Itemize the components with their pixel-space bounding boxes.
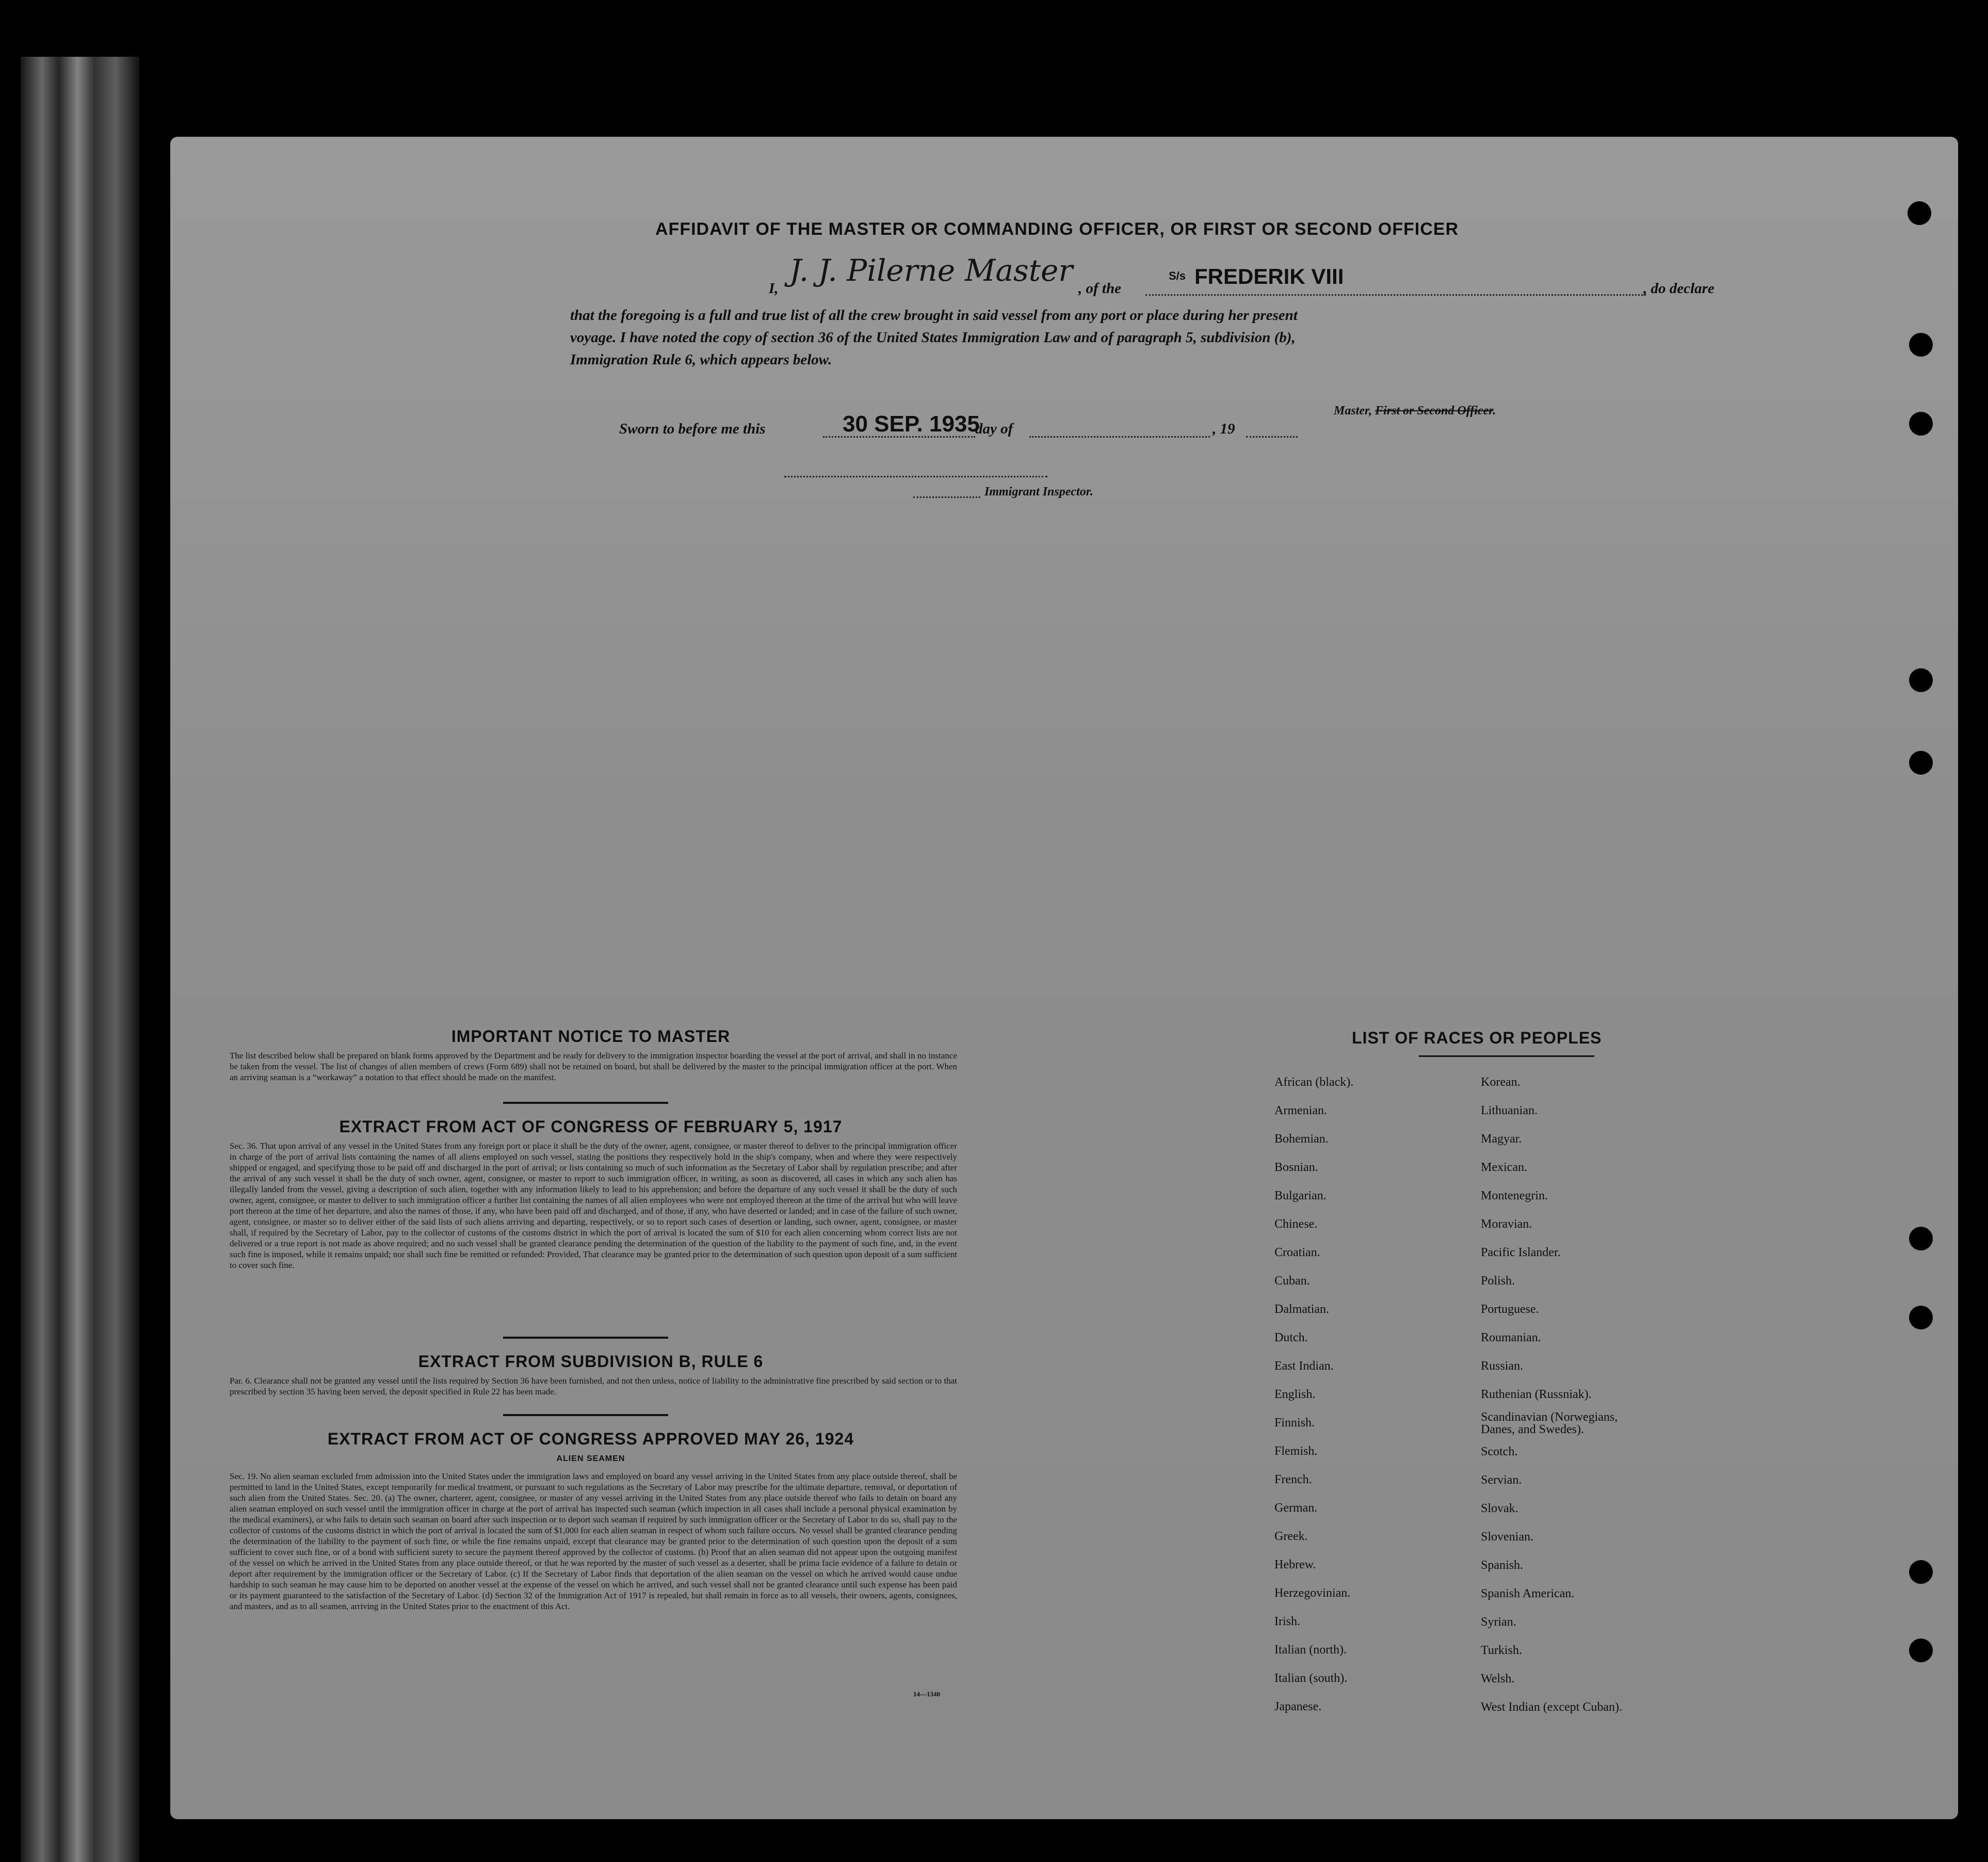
race-item: Greek. bbox=[1274, 1530, 1308, 1543]
form-number: 14—1340 bbox=[913, 1690, 940, 1698]
day-of-label: day of bbox=[975, 421, 1013, 437]
race-item: Italian (south). bbox=[1274, 1672, 1348, 1685]
race-item: Welsh. bbox=[1481, 1672, 1515, 1686]
race-item: Bulgarian. bbox=[1274, 1189, 1327, 1202]
race-item: Magyar. bbox=[1481, 1132, 1522, 1146]
affidavit-i-label: I, bbox=[769, 280, 779, 297]
race-item: Syrian. bbox=[1481, 1615, 1516, 1629]
punch-hole bbox=[1909, 1227, 1933, 1250]
extract-1917-body: Sec. 36. That upon arrival of any vessel in the United States from any foreign port or place it shall be the duty of the owner, agent, consignee, or master thereof to deliver to the principal immigration officer in charge of the port of arrival lists containing the names of all aliens employed on such vessel, stating the positions they respectively hold in the ship's company, when and where they were respectively shipped or engaged, and specifying those to be paid off and discharged in the port of arrival; or lists containing so much of such information as the Secretary of Labor shall by regulation prescribe; and after the arrival of any such vessel it shall be the duty of such owner, agent, consignee, or master to report to such immigration officer, in writing, as soon as discovered, all cases in which any such alien has illegally landed from the vessel, giving a description of such alien, together with any information likely to lead to his apprehension; and before the departure of any such vessel it shall be the duty of such owner, agent, consignee, or master to deliver to such immigration officer a further list containing the names of all alien employees who were not employed thereon at the time of the arrival but who will leave port thereon at the time of her departure, and also the names of those, if any, who have been paid off and discharged, and of those, if any, who have deserted or landed; and in case of the failure of such owner, agent, consignee, or master so to deliver either of the said lists of such aliens arriving and departing, respectively, or so to report such cases of desertion or landing, such owner, agent, consignee, or master shall, if required by the Secretary of Labor, pay to the collector of customs of the customs district in which the port of arrival is located the sum of $10 for each alien concerning whom correct lists are not delivered or a true report is not made as above required; and no such vessel shall be granted clearance pending the determination of the question of the liability to the payment of such fine, and, in the event such fine is imposed, while it remains unpaid; nor shall such fine be remitted or refunded: Provided, That clearance may be granted prior to the determination of such question upon deposit of a sum sufficient to cover such fine. bbox=[230, 1141, 958, 1270]
extract-rule6-rule bbox=[503, 1414, 668, 1416]
race-item: Finnish. bbox=[1274, 1416, 1315, 1430]
affidavit-line-3: voyage. I have noted the copy of section 36 of the United States Immigration Law and of paragraph 5, subdivision (b), bbox=[570, 329, 1296, 346]
extract-1924-heading: EXTRACT FROM ACT OF CONGRESS APPROVED MAY 26, 1924 bbox=[327, 1430, 854, 1448]
race-item: Dalmatian. bbox=[1274, 1303, 1329, 1316]
race-item: Japanese. bbox=[1274, 1700, 1322, 1713]
extract-rule6-heading: EXTRACT FROM SUBDIVISION B, RULE 6 bbox=[418, 1352, 764, 1371]
race-item: Spanish. bbox=[1481, 1559, 1524, 1572]
affidavit-title: AFFIDAVIT OF THE MASTER OR COMMANDING OFFICER, OR FIRST OR SECOND OFFICER bbox=[655, 219, 1459, 239]
master-designation bbox=[1334, 404, 1496, 418]
race-item: Italian (north). bbox=[1274, 1643, 1347, 1657]
punch-hole bbox=[1909, 1560, 1933, 1584]
race-item: French. bbox=[1274, 1473, 1312, 1486]
race-item: Korean. bbox=[1481, 1076, 1521, 1089]
race-item: Bohemian. bbox=[1274, 1132, 1329, 1146]
race-item: Spanish American. bbox=[1481, 1587, 1575, 1600]
binder-edge bbox=[21, 57, 139, 1862]
extract-rule6-body: Par. 6. Clearance shall not be granted any vessel until the lists required by Section 36 have been furnished, and not then unless, notice of liability to the administrative fine prescribed by said section or to that prescribed by section 35 having been served, the deposit specified in Rule 22 has been made. bbox=[230, 1376, 957, 1396]
race-item: Servian. bbox=[1481, 1473, 1522, 1487]
inspector-sign-line-1 bbox=[784, 476, 1047, 477]
notice-heading: IMPORTANT NOTICE TO MASTER bbox=[451, 1027, 731, 1046]
sworn-label: Sworn to before me this bbox=[619, 421, 766, 437]
punch-hole bbox=[1908, 201, 1931, 225]
alien-seamen-subheading: ALIEN SEAMEN bbox=[556, 1454, 625, 1463]
ship-name-field-line bbox=[1145, 294, 1646, 296]
punch-hole bbox=[1909, 751, 1933, 775]
race-item: Russian. bbox=[1481, 1359, 1524, 1373]
race-item: Polish. bbox=[1481, 1274, 1515, 1288]
affidavit-of-the: , of the bbox=[1078, 280, 1121, 297]
year-field-line bbox=[1246, 436, 1298, 438]
affidavit-do-declare: , do declare bbox=[1643, 280, 1715, 297]
extract-1917-rule bbox=[503, 1337, 668, 1339]
race-item: Montenegrin. bbox=[1481, 1189, 1548, 1202]
race-item: Turkish. bbox=[1481, 1644, 1522, 1657]
affidavit-line-2: that the foregoing is a full and true list of all the crew brought in said vessel from any port or place during her present bbox=[570, 307, 1298, 324]
race-item: Armenian. bbox=[1274, 1104, 1327, 1117]
inspector-sign-line-2 bbox=[913, 496, 980, 498]
race-item: Slovak. bbox=[1481, 1502, 1518, 1515]
race-item: Dutch. bbox=[1274, 1331, 1308, 1344]
race-item: Mexican. bbox=[1481, 1161, 1527, 1174]
race-item: Ruthenian (Russniak). bbox=[1481, 1388, 1592, 1401]
master-prefix: Master, bbox=[1334, 404, 1376, 418]
race-item: Scandinavian (Norwegians, Danes, and Swedes). bbox=[1481, 1410, 1618, 1436]
punch-hole bbox=[1909, 1639, 1933, 1662]
master-suffix: . bbox=[1493, 404, 1496, 418]
extract-1917-heading: EXTRACT FROM ACT OF CONGRESS OF FEBRUARY 5, 1917 bbox=[339, 1117, 843, 1136]
race-item: Scotch. bbox=[1481, 1445, 1518, 1458]
race-item: Irish. bbox=[1274, 1615, 1300, 1628]
inspector-label: Immigrant Inspector. bbox=[984, 485, 1093, 499]
race-item: Moravian. bbox=[1481, 1217, 1532, 1231]
ship-prefix-stamp: S/s bbox=[1169, 269, 1186, 282]
races-rule bbox=[1419, 1055, 1594, 1057]
race-item: German. bbox=[1274, 1501, 1318, 1515]
punch-hole bbox=[1909, 412, 1933, 436]
race-item: Bosnian. bbox=[1274, 1161, 1318, 1174]
race-item: East Indian. bbox=[1274, 1359, 1334, 1373]
extract-1924-body: Sec. 19. No alien seaman excluded from admission into the United States under the immigration laws and employed on board any vessel arriving in the United States from any place outside thereof, shall be permitted to land in the United States, except temporarily for medical treatment, or pursuant to such regulations as the Secretary of Labor may prescribe for the ultimate departure, removal, or deportation of such alien from the United States. Sec. 20. (a) The owner, charterer, agent, consignee, or master of any vessel arriving in the United States from any place outside thereof who fails to detain on board any alien seaman employed on such vessel until the immigration officer in charge at the port of arrival has inspected such seaman (which inspection in all cases shall include a personal physical examination by the medical examiners), or who fails to detain such seaman on board after such inspection or to deport such seaman if required by such immigration officer or the Secretary of Labor to do so, shall pay to the collector of customs of the customs district in which the port of arrival is located the sum of $1,000 for each alien seaman in respect of whom such failure occurs. No vessel shall be granted clearance pending the determination of the liability to the payment of such fine, or while the fine remains unpaid, except that clearance may be granted prior to the determination of such question upon the deposit of a sum sufficient to cover such fine, or of a bond with sufficient surety to secure the payment thereof approved by the collector of customs. (b) Proof that an alien seaman did not appear upon the outgoing manifest of the vessel on which he arrived in the United States from any place outside thereof, or that he was reported by the master of such vessel as a deserter, shall be prima facie evidence of a failure to detain or deport after requirement by the immigration officer or the Secretary of Labor. (c) If the Secretary of Labor finds that deportation of the alien seaman on the vessel on which he arrived would cause undue hardship to such seaman he may cause him to be deported on another vessel at the expense of the vessel on which he arrived, and such vessel shall not be granted clearance until such expense has been paid or its payment guaranteed to the satisfaction of the Secretary of Labor. (d) Section 32 of the Immigration Act of 1917 is repealed, but shall remain in force as to all vessels, their owners, agents, consignees, and masters, and as to all seamen, arriving in the United States prior to the enactment of this Act. bbox=[230, 1471, 957, 1611]
notice-body: The list described below shall be prepared on blank forms approved by the Department and be ready for delivery to the immigration inspector boarding the vessel at the port of arrival, and shall in no instance be taken from the vessel. The list of changes of alien members of crews (Form 689) shall not be retained on board, but shall be delivered by the master to the principal immigration officer at the port. When an arriving seaman is a “workaway” a notation to that effect should be made on the manifest. bbox=[230, 1051, 957, 1082]
affidavit-line-4: Immigration Rule 6, which appears below. bbox=[570, 351, 832, 368]
race-item: West Indian (except Cuban). bbox=[1481, 1700, 1622, 1714]
race-item: Croatian. bbox=[1274, 1246, 1320, 1259]
race-item: English. bbox=[1274, 1388, 1316, 1401]
race-item: Hebrew. bbox=[1274, 1558, 1316, 1571]
punch-hole bbox=[1909, 333, 1933, 357]
race-item: Cuban. bbox=[1274, 1274, 1310, 1288]
race-item: Slovenian. bbox=[1481, 1530, 1533, 1544]
sworn-date-stamp: 30 SEP. 1935 bbox=[843, 411, 980, 437]
punch-hole bbox=[1909, 668, 1933, 692]
race-item: Chinese. bbox=[1274, 1217, 1318, 1231]
document-page bbox=[170, 137, 1958, 1819]
year-prefix: , 19 bbox=[1213, 421, 1235, 437]
race-item: Flemish. bbox=[1274, 1444, 1318, 1458]
master-signature: J. J. Pilerne bbox=[789, 253, 956, 288]
races-column-1 bbox=[1274, 1068, 1353, 1721]
notice-rule bbox=[503, 1102, 668, 1104]
races-heading: LIST OF RACES OR PEOPLES bbox=[1352, 1029, 1602, 1047]
master-title-signature: Master bbox=[965, 253, 1073, 288]
race-item: Pacific Islander. bbox=[1481, 1246, 1561, 1259]
race-item: Herzegovinian. bbox=[1274, 1586, 1351, 1600]
races-column-2 bbox=[1481, 1068, 1651, 1722]
race-item: African (black). bbox=[1274, 1076, 1354, 1089]
punch-hole bbox=[1909, 1306, 1933, 1329]
master-struck-text: First or Second Officer bbox=[1375, 404, 1493, 418]
race-item: Portuguese. bbox=[1481, 1303, 1539, 1316]
race-item: Lithuanian. bbox=[1481, 1104, 1538, 1117]
race-item: Roumanian. bbox=[1481, 1331, 1541, 1344]
ship-name-stamp: FREDERIK VIII bbox=[1194, 264, 1344, 288]
month-field-line bbox=[1029, 436, 1210, 438]
